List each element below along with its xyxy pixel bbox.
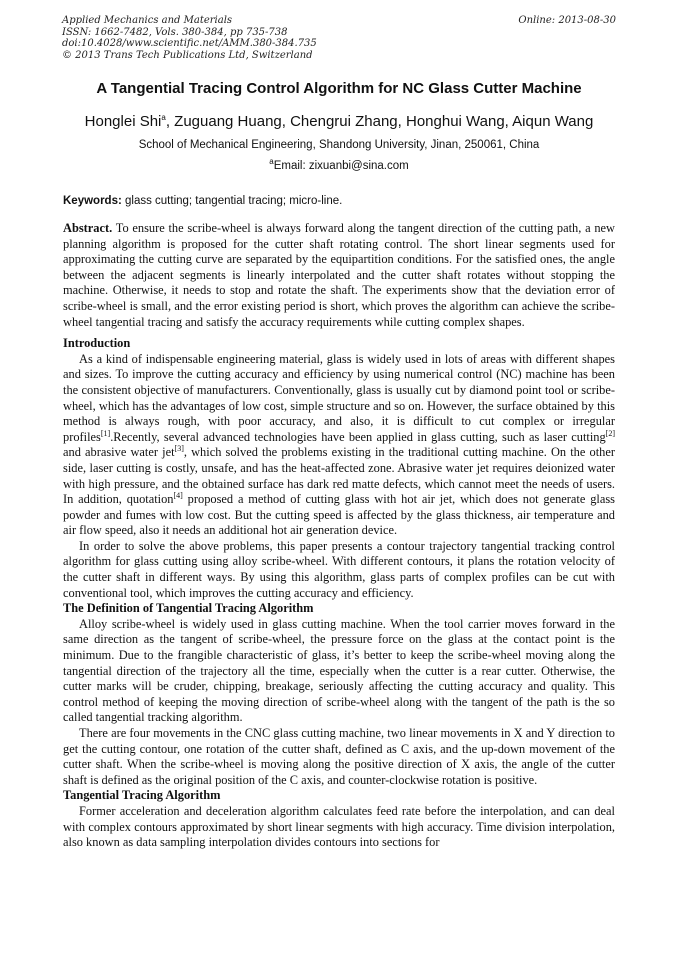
paragraph: There are four movements in the CNC glass cutting machine, two linear movements in X and Y direction to get the cutting contour, one rotation of the cutter shaft, defined as C axis, and the up-down movement of the cutter shaft. When the scribe-wheel is moving along the positive direction of X axis, the angle of the cutter shaft is defined as the original position of the C axis, and counter-clockwise rotation is positive. xyxy=(63,726,615,787)
author-superscript: a xyxy=(161,113,166,122)
email-superscript: a xyxy=(269,157,274,167)
copyright-line: © 2013 Trans Tech Publications Ltd, Switzerland xyxy=(62,49,313,61)
paragraph: In order to solve the above problems, this paper presents a contour trajectory tangential tracking control algorithm for glass cutting using alloy scribe-wheel. With different contours, it plans the rotation velocity of the cutter shaft in different ways. By using this algorithm, glass parts of complex profiles can be cut with conventional tool, which improves the cutting accuracy and efficiency. xyxy=(63,538,615,600)
issn-line: ISSN: 1662-7482, Vols. 380-384, pp 735-738 xyxy=(62,26,288,38)
email-line xyxy=(40,157,638,172)
author-list xyxy=(20,113,658,130)
keywords-label: Keywords: xyxy=(63,195,122,207)
keywords-text: glass cutting; tangential tracing; micro-line. xyxy=(121,195,343,207)
first-author: Honglei Shi xyxy=(84,113,162,130)
paragraph-text: .Recently, several advanced technologies have been applied in glass cutting, such as laser cutting xyxy=(110,429,606,444)
doi-line: doi:10.4028/www.scientific.net/AMM.380-384.735 xyxy=(62,38,317,49)
online-date: Online: 2013-08-30 xyxy=(518,15,616,26)
abstract xyxy=(63,221,615,330)
paper-body xyxy=(63,221,615,851)
paragraph: Alloy scribe-wheel is widely used in glass cutting machine. When the tool carrier moves forward in the same direction as the tangent of scribe-wheel, the pressure force on the glass at the contact point is the minimum. Due to the frangible characteristic of glass, it’s better to keep the scribe-wheel moving along the tangential direction of the trajectory all the time, especially when the cutter is a rear cutter. Otherwise, the cutter marks will be cruder, chipping, breakage, seriously affecting the cutting accuracy and quality. This control method of keeping the moving direction of scribe-wheel along with the tangent of the path is the so called tangential tracking algorithm. xyxy=(63,616,615,725)
section-heading-introduction: Introduction xyxy=(63,336,131,351)
citation: [1] xyxy=(100,428,111,438)
journal-header xyxy=(62,15,616,61)
citation: [2] xyxy=(605,428,615,438)
paragraph: Former acceleration and deceleration algorithm calculates feed rate before the interpolation, and can deal with complex contours approximated by short linear segments with high accuracy. Time division interpolation, also known as data sampling interpolation divides contours into sections for xyxy=(63,803,615,850)
paragraph-text: proposed a method of cutting glass with hot air jet, which does not generate glass powder and fumes with low cost. But the cutting speed is affected by the glass thickness, air temperature and air flow speed, also it needs an additional hot air generation device. xyxy=(63,492,615,538)
journal-name: Applied Mechanics and Materials xyxy=(62,15,233,26)
paper-title: A Tangential Tracing Control Algorithm for NC Glass Cutter Machine xyxy=(96,80,582,97)
abstract-text: To ensure the scribe-wheel is always forward along the tangent direction of the cutting path, a new planning algorithm is proposed for the cutter shaft rotating control. The short linear segments used for approximating the cutting curve are separated by the equipartition conditions. For the satisfied ones, the angle between the adjacent segments is linearly interpolated and the cutter shaft rotates without stopping the machine. Otherwise, it needs to stop and rotate the shaft. The experiments show that the deviation error of scribe-wheel is small, and the error existing period is short, which proves the algorithm can achieve the scribe-wheel tangential tracing and satisfy the accuracy requirements while cutting complex shapes. xyxy=(63,221,615,329)
section-heading-tangential-tracing: Tangential Tracing Algorithm xyxy=(63,788,221,803)
affiliation: School of Mechanical Engineering, Shandong University, Jinan, 250061, China xyxy=(138,139,540,151)
paragraph-text: , which solved the problems existing in the traditional cutting machine. On the other side, laser cutting is costly, unsafe, and has the heat-affected zone. Abrasive water jet requires deionized water with high pressure, and the obtained surface has dark red matte defects, which cannot meet the needs of users. In addition, quotation xyxy=(63,445,615,507)
section-heading-definition: The Definition of Tangential Tracing Algorithm xyxy=(63,601,314,616)
email-text: Email: zixuanbi@sina.com xyxy=(273,160,409,172)
paragraph-text: and abrasive water jet xyxy=(63,445,175,460)
other-authors: , Zuguang Huang, Chengrui Zhang, Honghui Wang, Aiqun Wang xyxy=(165,113,594,130)
keywords xyxy=(63,195,617,207)
citation: [3] xyxy=(174,444,184,454)
abstract-label: Abstract. xyxy=(63,221,113,235)
paragraph xyxy=(63,352,615,539)
citation: [4] xyxy=(173,490,183,500)
paragraph-text: As a kind of indispensable engineering material, glass is widely used in lots of areas with different shapes and sizes. To improve the cutting accuracy and efficiency by using numerical control (NC) machine has been the consistent objective of manufacturers. Conventionally, glass is usually cut by diamond point tool or scribe-wheel, which has the advantages of low cost, simple structure and so on. However, the surface obtained by this method is always rough, with poor accuracy, and also, it is difficult to cut complex or irregular profiles xyxy=(63,351,615,444)
